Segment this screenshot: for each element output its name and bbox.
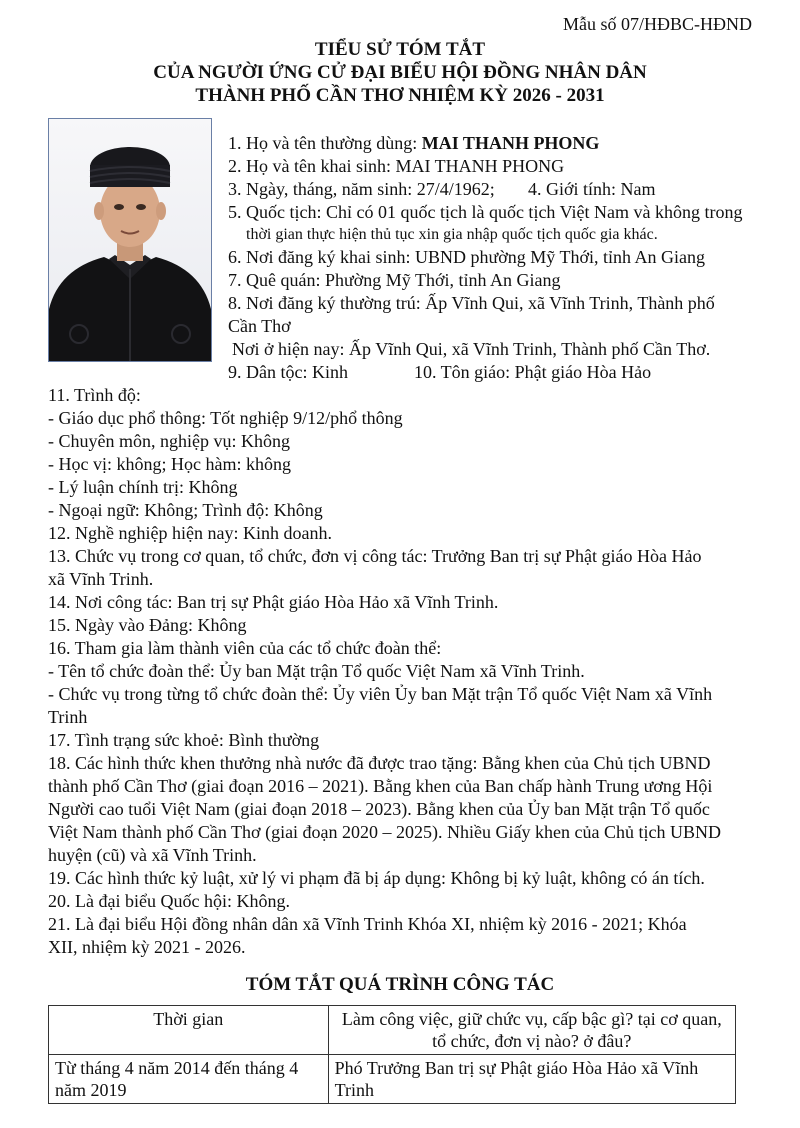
- academic-degree: - Học vị: không; Học hàm: không: [48, 454, 291, 474]
- foreign-language: - Ngoại ngữ: Không; Trình độ: Không: [48, 500, 323, 520]
- organizations-heading: 16. Tham gia làm thành viên của các tổ chức đoàn thể:: [48, 638, 442, 658]
- awards-line-2: thành phố Cần Thơ (giai đoạn 2016 – 2021). Bằng khen của Ban chấp hành Trung ương Hội: [48, 776, 713, 796]
- education-heading: 11. Trình độ:: [48, 385, 141, 405]
- gender: 4. Giới tính: Nam: [528, 179, 656, 199]
- awards-line-5: huyện (cũ) và xã Vĩnh Trinh.: [48, 845, 257, 865]
- council-membership-continued: XII, nhiệm kỳ 2021 - 2026.: [48, 937, 246, 957]
- table-row: [49, 1055, 736, 1104]
- full-name-label: 1. Họ và tên thường dùng:: [228, 133, 422, 153]
- nationality: 5. Quốc tịch: Chỉ có 01 quốc tịch là quốc tịch Việt Nam và không trong: [228, 202, 743, 222]
- ethnicity: 9. Dân tộc: Kinh: [228, 362, 348, 382]
- table-cell-time: Từ tháng 4 năm 2014 đến tháng 4 năm 2019: [49, 1055, 329, 1104]
- work-history-heading: TÓM TẮT QUÁ TRÌNH CÔNG TÁC: [245, 974, 555, 995]
- column-header-time: Thời gian: [49, 1006, 329, 1055]
- awards-line-3: Người cao tuổi Việt Nam (giai đoạn 2018 – 2023). Bằng khen của Ủy ban Mặt trận Tổ quốc: [48, 799, 710, 819]
- permanent-residence-continued: Cần Thơ: [228, 316, 291, 336]
- council-membership: 21. Là đại biểu Hội đồng nhân dân xã Vĩnh Trinh Khóa XI, nhiệm kỳ 2016 - 2021; Khóa: [48, 914, 687, 934]
- workplace: 14. Nơi công tác: Ban trị sự Phật giáo Hòa Hảo xã Vĩnh Trinh.: [48, 592, 499, 612]
- organization-role: - Chức vụ trong từng tổ chức đoàn thể: Ủy viên Ủy ban Mặt trận Tổ quốc Việt Nam xã Vĩnh: [48, 684, 713, 704]
- full-name-value: MAI THANH PHONG: [421, 133, 600, 153]
- religion: 10. Tôn giáo: Phật giáo Hòa Hảo: [414, 362, 652, 382]
- current-residence: Nơi ở hiện nay: Ấp Vĩnh Qui, xã Vĩnh Trinh, Thành phố Cần Thơ.: [232, 339, 711, 359]
- national-assembly: 20. Là đại biểu Quốc hội: Không.: [48, 891, 290, 911]
- awards: 18. Các hình thức khen thưởng nhà nước đã được trao tặng: Bằng khen của Chủ tịch UBND: [48, 753, 711, 773]
- candidate-photo: [48, 118, 212, 362]
- organization-role-continued: Trinh: [48, 707, 88, 727]
- birth-date: 3. Ngày, tháng, năm sinh: 27/4/1962;: [228, 179, 495, 199]
- form-number: Mẫu số 07/HĐBC-HĐND: [563, 14, 752, 34]
- general-education: - Giáo dục phổ thông: Tốt nghiệp 9/12/phổ thông: [48, 408, 403, 428]
- position: 13. Chức vụ trong cơ quan, tổ chức, đơn vị công tác: Trưởng Ban trị sự Phật giáo Hòa Hảo: [48, 546, 702, 566]
- work-history-table: [48, 1005, 736, 1104]
- discipline: 19. Các hình thức kỷ luật, xử lý vi phạm đã bị áp dụng: Không bị kỷ luật, không có án tích.: [48, 868, 705, 888]
- occupation: 12. Nghề nghiệp hiện nay: Kinh doanh.: [48, 523, 332, 543]
- document-subtitle: CỦA NGƯỜI ỨNG CỬ ĐẠI BIỂU HỘI ĐỒNG NHÂN DÂN: [153, 62, 647, 83]
- portrait-image: [49, 119, 211, 361]
- birth-name: 2. Họ và tên khai sinh: MAI THANH PHONG: [228, 156, 565, 176]
- political-theory: - Lý luận chính trị: Không: [48, 477, 238, 497]
- specialization: - Chuyên môn, nghiệp vụ: Không: [48, 431, 290, 451]
- full-name-line: [228, 132, 599, 154]
- health-status: 17. Tình trạng sức khoẻ: Bình thường: [48, 730, 320, 750]
- position-continued: xã Vĩnh Trinh.: [48, 569, 154, 589]
- table-header-row: [49, 1006, 736, 1055]
- party-admission: 15. Ngày vào Đảng: Không: [48, 615, 247, 635]
- awards-line-4: Việt Nam thành phố Cần Thơ (giai đoạn 2020 – 2025). Nhiều Giấy khen của Chủ tịch UBND: [48, 822, 721, 842]
- document-title: TIỂU SỬ TÓM TẮT: [314, 39, 486, 60]
- permanent-residence: 8. Nơi đăng ký thường trú: Ấp Vĩnh Qui, xã Vĩnh Trinh, Thành phố: [228, 293, 715, 313]
- birth-registration: 6. Nơi đăng ký khai sinh: UBND phường Mỹ Thới, tỉnh An Giang: [228, 247, 705, 267]
- table-cell-job: Phó Trưởng Ban trị sự Phật giáo Hòa Hảo xã Vĩnh Trinh: [328, 1055, 735, 1104]
- column-header-job: Làm công việc, giữ chức vụ, cấp bậc gì? tại cơ quan, tổ chức, đơn vị nào? ở đâu?: [328, 1006, 735, 1055]
- nationality-continued: thời gian thực hiện thủ tục xin gia nhập quốc tịch quốc gia khác.: [246, 226, 658, 243]
- organization-name: - Tên tổ chức đoàn thể: Ủy ban Mặt trận Tổ quốc Việt Nam xã Vĩnh Trinh.: [48, 661, 585, 681]
- document-term: THÀNH PHỐ CẦN THƠ NHIỆM KỲ 2026 - 2031: [195, 85, 605, 106]
- hometown: 7. Quê quán: Phường Mỹ Thới, tỉnh An Giang: [228, 270, 561, 290]
